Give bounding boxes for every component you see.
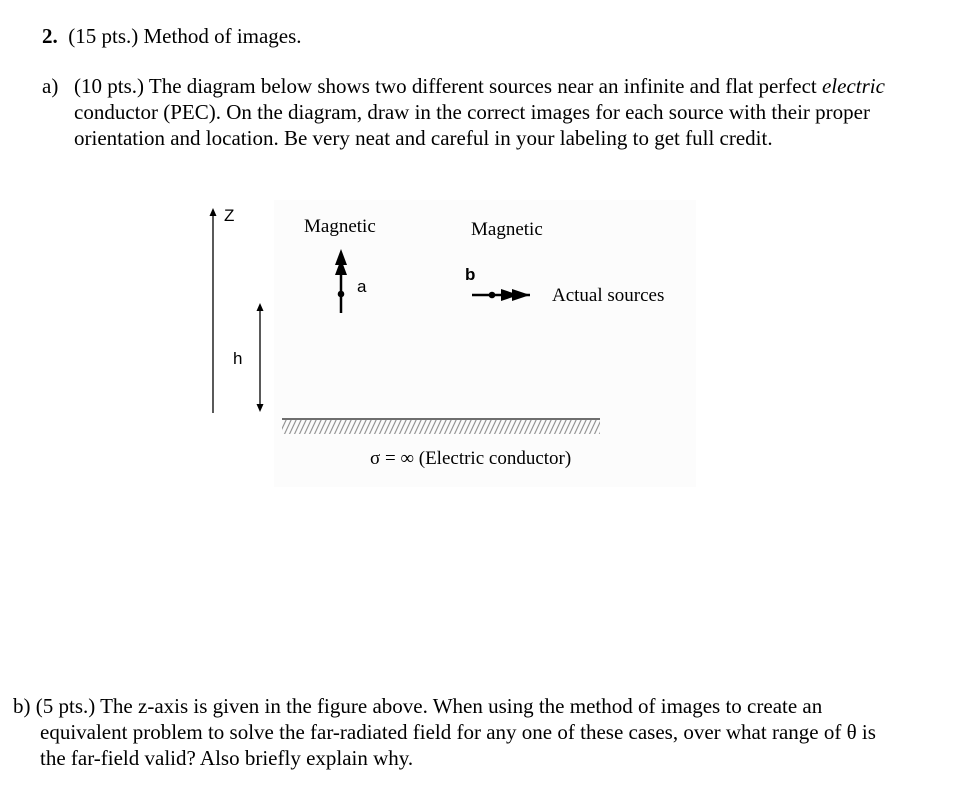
figure-drawing [200, 195, 700, 490]
actual-sources-label: Actual sources [552, 285, 665, 306]
method-of-images-figure [200, 195, 700, 490]
z-axis-arrowhead [210, 208, 217, 216]
conductor-label: σ = ∞ (Electric conductor) [370, 448, 572, 469]
part-b-line-1: b) (5 pts.) The z-axis is given in the figure above. When using the method of images to create an [13, 694, 823, 718]
source-a-label: a [357, 277, 367, 296]
problem-number: 2. [42, 24, 58, 48]
source-a-type-label: Magnetic [304, 216, 376, 237]
h-arrow-up [257, 303, 264, 311]
h-label: h [233, 349, 243, 368]
source-b-type-label: Magnetic [471, 219, 543, 240]
part-a-line-3: orientation and location. Be very neat and careful in your labeling to get full credit. [74, 126, 773, 150]
z-axis-label: Z [224, 206, 235, 225]
part-b-line-2: equivalent problem to solve the far-radiated field for any one of these cases, over what range of θ is [40, 720, 876, 744]
figure-background [274, 200, 696, 487]
part-a-emphasis: electric [821, 74, 885, 98]
part-a-body [74, 73, 942, 151]
part-b-line-3: the far-field valid? Also briefly explain why. [40, 746, 414, 770]
source-b-label: b [465, 265, 476, 284]
problem-heading [42, 22, 302, 50]
part-a-line-1-text: (10 pts.) The diagram below shows two different sources near an infinite and flat perfect [74, 74, 822, 98]
part-b [13, 693, 943, 771]
part-a-line-1 [74, 73, 942, 99]
part-a-line-2: conductor (PEC). On the diagram, draw in the correct images for each source with their proper [74, 100, 870, 124]
problem-title: (15 pts.) Method of images. [68, 24, 302, 48]
h-arrow-down [257, 404, 264, 412]
conductor-hatching [282, 419, 600, 434]
part-a-label: a) [42, 74, 59, 98]
